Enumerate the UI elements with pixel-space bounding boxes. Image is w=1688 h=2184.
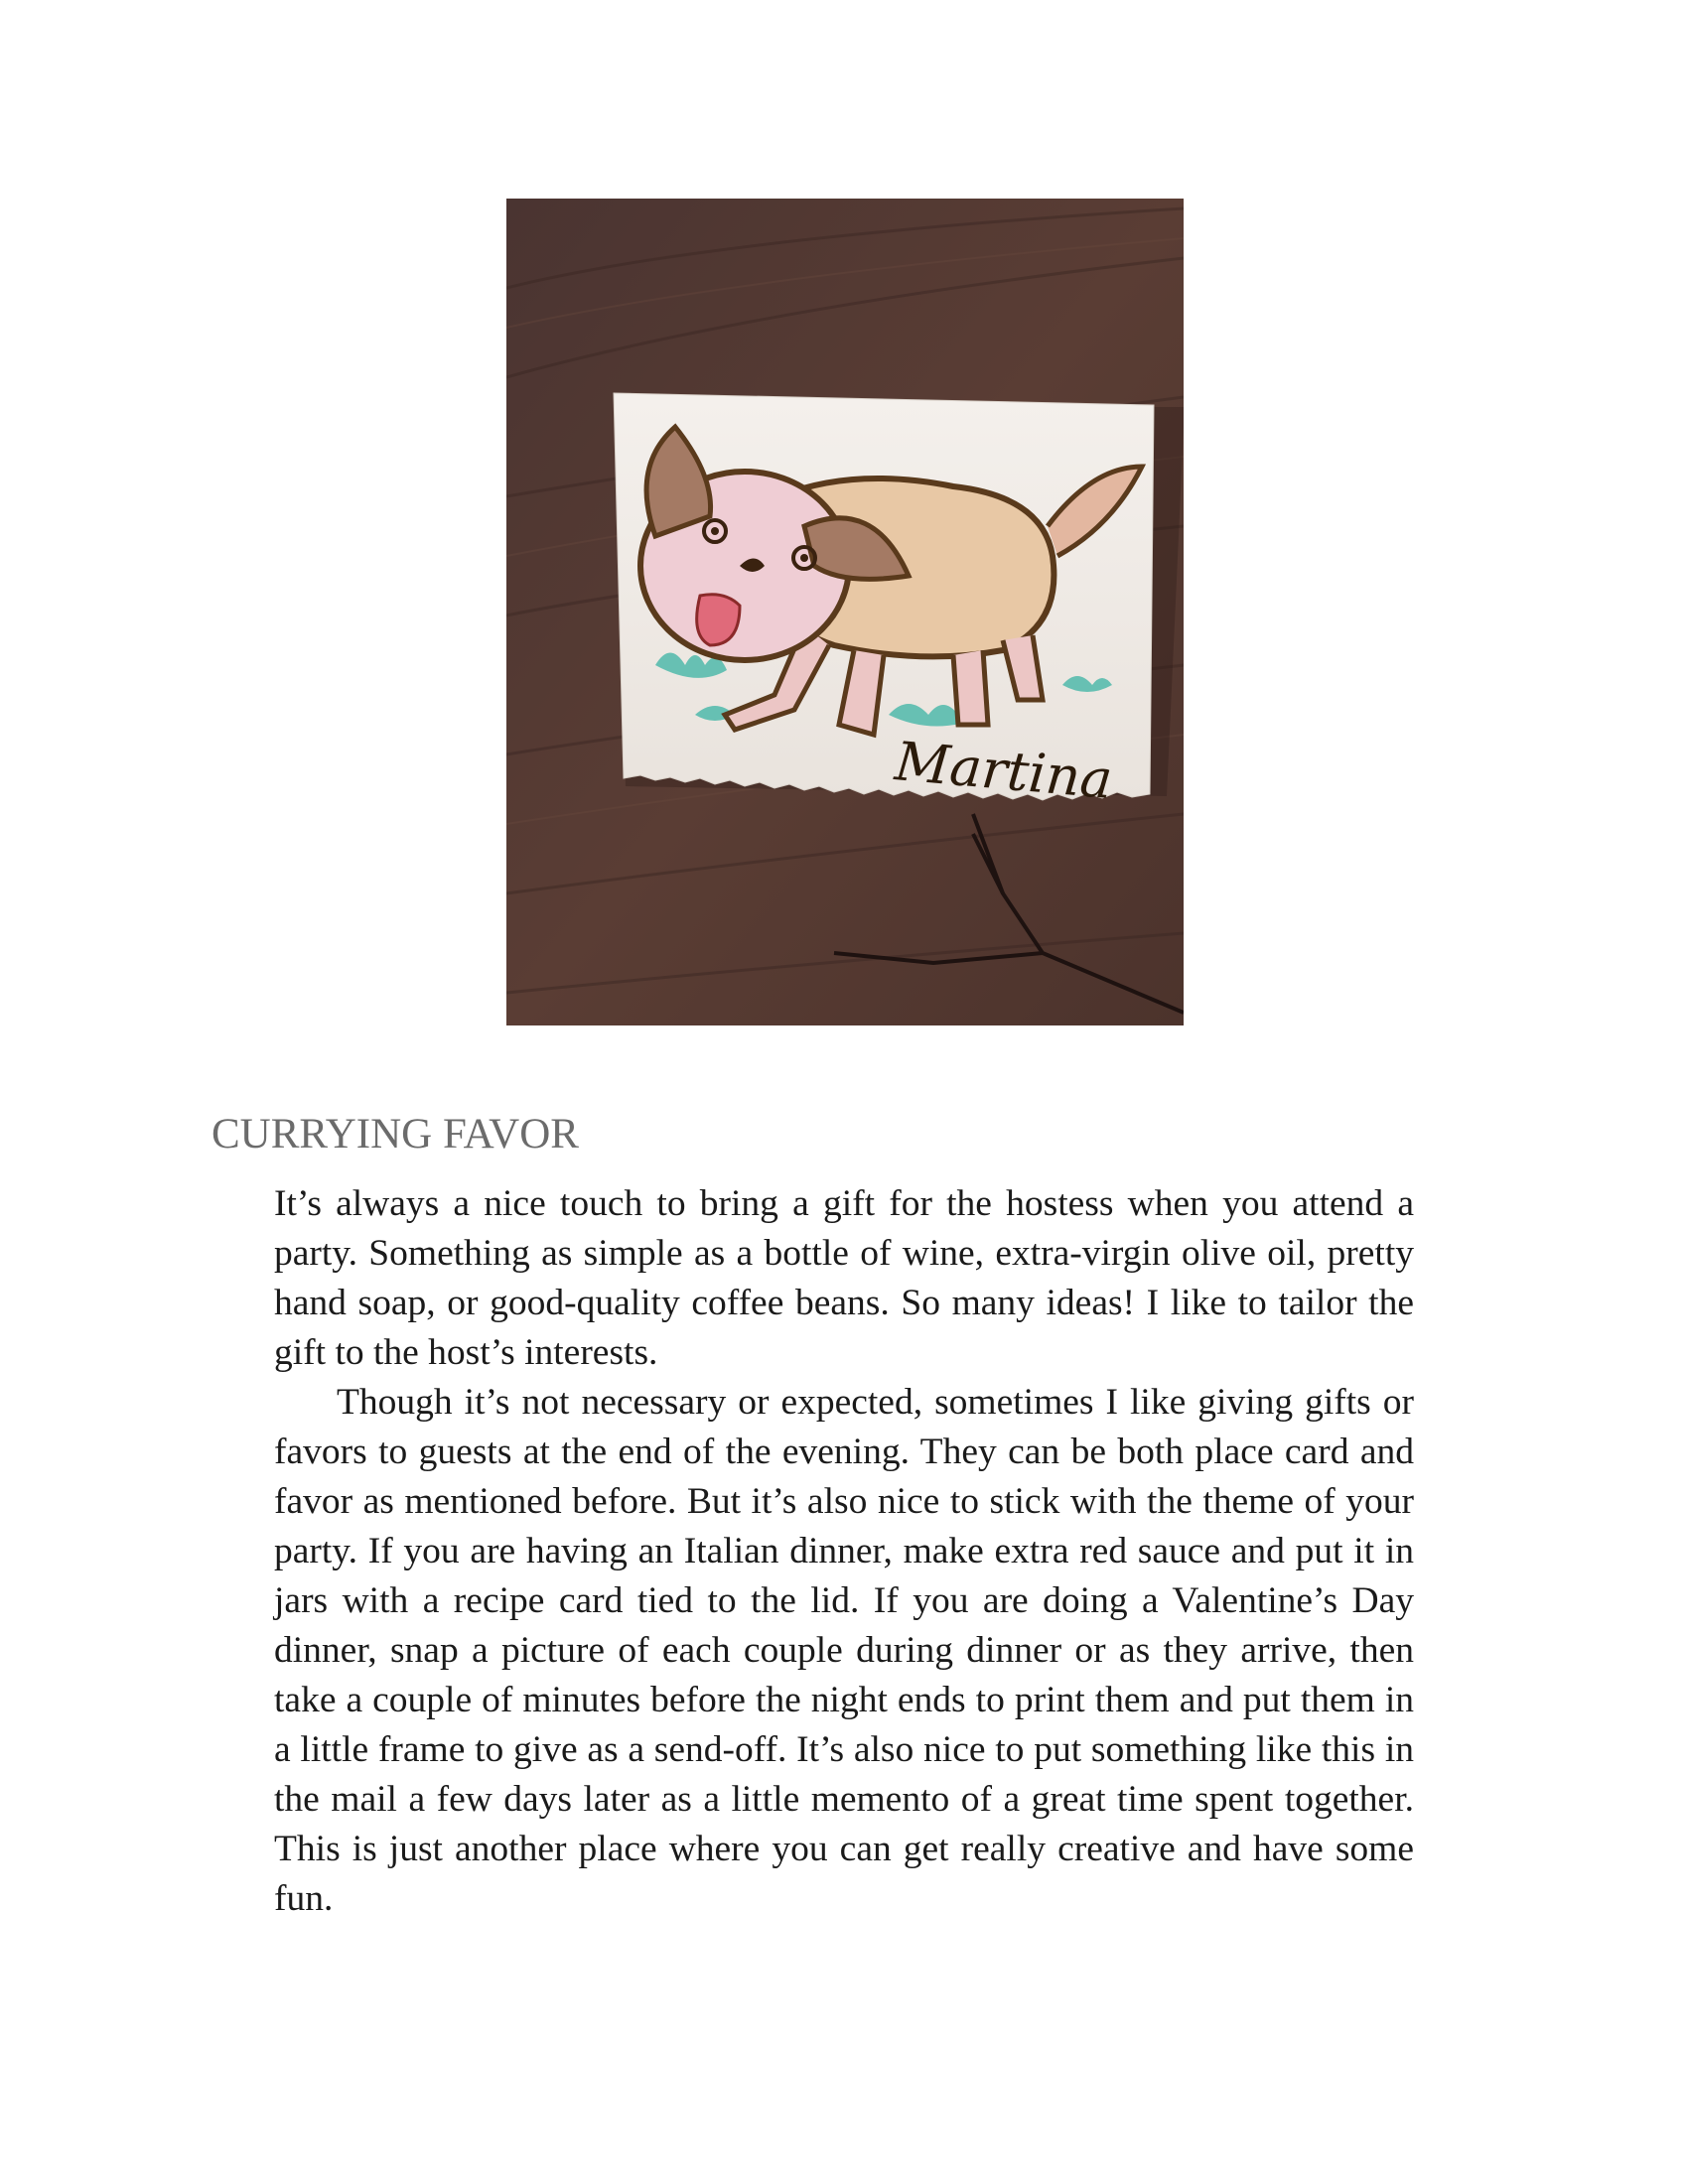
paragraph: It’s always a nice touch to bring a gift for the hostess when you attend a party. Something as simple as a bottle of wine, extra-virgin olive oil, pretty hand soap, or good-quality coffee beans. So many ideas! I like to tailor the gift to the host’s interests. (274, 1183, 1414, 1373)
place-card-illustration (506, 199, 1184, 1025)
place-card-photo (506, 199, 1184, 1025)
card-signature: Martina (892, 730, 1115, 812)
section-title: CURRYING FAVOR (211, 1111, 579, 1158)
paragraph: Though it’s not necessary or expected, sometimes I like giving gifts or favors to guests at the end of the evening. They can be both place card and favor as mentioned before. But it’s also nice to stick with the theme of your party. If you are having an Italian dinner, make extra red sauce and put it in jars with a recipe card tied to the lid. If you are doing a Valentine’s Day dinner, snap a picture of each couple during dinner or as they arrive, then take a couple of minutes before the night ends to print them and put them in a little frame to give as a send-off. It’s also nice to put something like this in the mail a few days later as a little memento of a great time spent together. This is just another place where you can get really creative and have some fun. (274, 1382, 1414, 1919)
body-text (274, 1179, 1414, 1924)
